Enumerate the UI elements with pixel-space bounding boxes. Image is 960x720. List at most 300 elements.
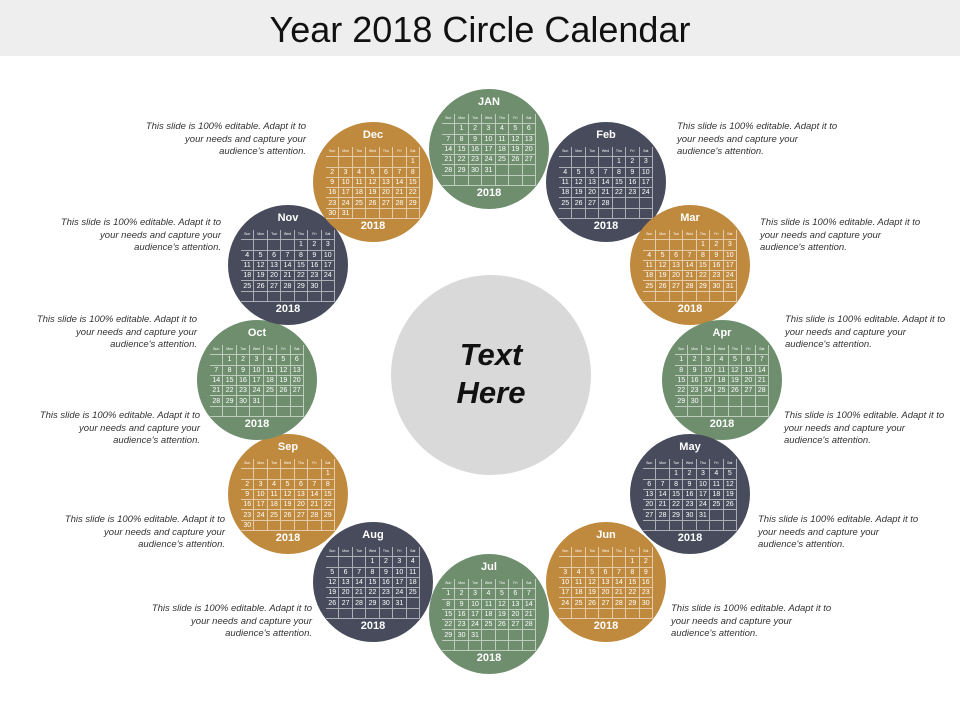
day-cell: 7 (523, 589, 536, 599)
month-name: JAN (477, 96, 500, 108)
day-cell: 22 (670, 500, 683, 510)
day-cell: 16 (237, 376, 250, 386)
day-cell: 5 (586, 568, 599, 578)
month-circle-jul (429, 554, 549, 674)
day-cell: 18 (353, 188, 366, 198)
day-cell: 6 (268, 251, 281, 261)
day-cell: 6 (599, 568, 612, 578)
weekday-header: Wed (683, 230, 696, 240)
day-cell: 29 (295, 281, 308, 291)
day-cell: 2 (688, 355, 701, 365)
day-cell: 14 (756, 366, 769, 376)
weekday-header: Mon (223, 345, 236, 355)
day-cell: 31 (724, 281, 737, 291)
day-cell: 10 (559, 578, 572, 588)
day-cell: 14 (442, 145, 455, 155)
empty-cell (509, 176, 522, 186)
empty-cell (656, 240, 669, 250)
weekday-header: Tue (469, 579, 482, 589)
day-cell: 5 (729, 355, 742, 365)
day-cell: 7 (683, 251, 696, 261)
day-cell: 28 (599, 198, 612, 208)
day-cell: 21 (353, 588, 366, 598)
day-cell: 23 (469, 155, 482, 165)
day-cell: 2 (710, 240, 723, 250)
empty-cell (442, 176, 455, 186)
day-cell: 22 (675, 386, 688, 396)
empty-cell (586, 557, 599, 567)
day-cell: 4 (710, 469, 723, 479)
empty-cell (295, 469, 308, 479)
weekday-header: Sat (291, 345, 304, 355)
day-cell: 8 (223, 366, 236, 376)
empty-cell (559, 609, 572, 619)
empty-cell (353, 209, 366, 219)
day-cell: 22 (697, 271, 710, 281)
empty-cell (469, 176, 482, 186)
day-cell: 24 (393, 588, 406, 598)
day-cell: 24 (469, 620, 482, 630)
day-cell: 27 (599, 598, 612, 608)
day-cell: 2 (455, 589, 468, 599)
day-cell: 20 (295, 500, 308, 510)
empty-cell (308, 521, 321, 531)
note-text: This slide is 100% editable. Adapt it to your needs and capture your audience's attention. (677, 121, 838, 157)
day-cell: 20 (380, 188, 393, 198)
day-cell: 25 (482, 620, 495, 630)
day-cell: 7 (613, 568, 626, 578)
day-cell: 9 (237, 366, 250, 376)
empty-cell (455, 641, 468, 651)
day-cell: 11 (268, 490, 281, 500)
day-cell: 15 (442, 610, 455, 620)
day-cell: 25 (264, 386, 277, 396)
day-cell: 28 (683, 281, 696, 291)
empty-cell (509, 165, 522, 175)
empty-cell (393, 209, 406, 219)
day-cell: 13 (380, 178, 393, 188)
day-cell: 27 (670, 281, 683, 291)
day-cell: 27 (643, 510, 656, 520)
day-cell: 12 (366, 178, 379, 188)
empty-cell (613, 198, 626, 208)
day-cell: 29 (322, 510, 335, 520)
day-cell: 11 (710, 480, 723, 490)
month-name: Oct (247, 327, 267, 339)
weekday-header: Tue (353, 147, 366, 157)
day-cell: 1 (295, 240, 308, 250)
day-cell: 26 (254, 281, 267, 291)
day-cell: 31 (482, 165, 495, 175)
weekday-header: Fri (393, 147, 406, 157)
day-cell: 12 (586, 578, 599, 588)
day-cell: 9 (710, 251, 723, 261)
day-cell: 30 (688, 396, 701, 406)
weekday-header: Mon (339, 147, 352, 157)
day-cell: 22 (613, 188, 626, 198)
day-cell: 2 (308, 240, 321, 250)
day-cell: 27 (380, 198, 393, 208)
day-cell: 6 (291, 355, 304, 365)
month-circle-jun (546, 522, 666, 642)
day-cell: 2 (640, 557, 653, 567)
month-grid (643, 230, 737, 302)
day-cell: 27 (742, 386, 755, 396)
day-cell: 8 (626, 568, 639, 578)
day-cell: 4 (715, 355, 728, 365)
weekday-header: Thu (496, 114, 509, 124)
day-cell: 20 (339, 588, 352, 598)
day-cell: 10 (254, 490, 267, 500)
empty-cell (277, 407, 290, 417)
day-cell: 10 (339, 178, 352, 188)
day-cell: 11 (482, 600, 495, 610)
day-cell: 21 (442, 155, 455, 165)
day-cell: 10 (640, 168, 653, 178)
weekday-header: Fri (742, 345, 755, 355)
month-year: 2018 (593, 220, 619, 232)
day-cell: 18 (559, 188, 572, 198)
day-cell: 31 (469, 630, 482, 640)
empty-cell (482, 630, 495, 640)
month-grid (442, 114, 536, 186)
empty-cell (523, 176, 536, 186)
day-cell: 8 (670, 480, 683, 490)
empty-cell (643, 240, 656, 250)
day-cell: 13 (586, 178, 599, 188)
day-cell: 20 (670, 271, 683, 281)
month-grid (241, 459, 335, 531)
empty-cell (455, 176, 468, 186)
day-cell: 24 (702, 386, 715, 396)
empty-cell (264, 396, 277, 406)
empty-cell (281, 240, 294, 250)
day-cell: 18 (572, 588, 585, 598)
day-cell: 15 (223, 376, 236, 386)
empty-cell (366, 157, 379, 167)
weekday-header: Thu (380, 147, 393, 157)
day-cell: 21 (599, 188, 612, 198)
day-cell: 17 (339, 188, 352, 198)
day-cell: 29 (223, 396, 236, 406)
day-cell: 8 (675, 366, 688, 376)
month-name: Nov (277, 212, 299, 224)
weekday-header: Sun (210, 345, 223, 355)
day-cell: 18 (643, 271, 656, 281)
day-cell: 29 (442, 630, 455, 640)
empty-cell (353, 609, 366, 619)
day-cell: 16 (683, 490, 696, 500)
day-cell: 23 (640, 588, 653, 598)
day-cell: 20 (643, 500, 656, 510)
weekday-header: Sat (322, 230, 335, 240)
empty-cell (339, 157, 352, 167)
day-cell: 10 (393, 568, 406, 578)
day-cell: 4 (407, 557, 420, 567)
day-cell: 13 (268, 261, 281, 271)
day-cell: 16 (380, 578, 393, 588)
day-cell: 12 (281, 490, 294, 500)
day-cell: 21 (393, 188, 406, 198)
day-cell: 19 (496, 610, 509, 620)
day-cell: 30 (683, 510, 696, 520)
weekday-header: Wed (366, 547, 379, 557)
day-cell: 7 (599, 168, 612, 178)
day-cell: 26 (724, 500, 737, 510)
day-cell: 12 (496, 600, 509, 610)
weekday-header: Wed (482, 579, 495, 589)
month-year: 2018 (275, 532, 301, 544)
month-circle-sep (228, 434, 348, 554)
day-cell: 5 (326, 568, 339, 578)
month-year: 2018 (476, 652, 502, 664)
day-cell: 21 (756, 376, 769, 386)
day-cell: 12 (509, 135, 522, 145)
day-cell: 9 (308, 251, 321, 261)
day-cell: 12 (729, 366, 742, 376)
empty-cell (559, 209, 572, 219)
empty-cell (250, 407, 263, 417)
day-cell: 22 (322, 500, 335, 510)
day-cell: 29 (697, 281, 710, 291)
day-cell: 19 (586, 588, 599, 598)
day-cell: 14 (281, 261, 294, 271)
day-cell: 20 (509, 610, 522, 620)
day-cell: 17 (640, 178, 653, 188)
day-cell: 11 (353, 178, 366, 188)
weekday-header: Sun (442, 579, 455, 589)
day-cell: 22 (366, 588, 379, 598)
day-cell: 7 (308, 480, 321, 490)
month-year: 2018 (593, 620, 619, 632)
empty-cell (697, 521, 710, 531)
day-cell: 24 (640, 188, 653, 198)
day-cell: 16 (308, 261, 321, 271)
day-cell: 8 (697, 251, 710, 261)
day-cell: 3 (469, 589, 482, 599)
day-cell: 17 (469, 610, 482, 620)
note-text: This slide is 100% editable. Adapt it to your needs and capture your audience's attention. (760, 217, 921, 253)
day-cell: 24 (339, 198, 352, 208)
empty-cell (683, 240, 696, 250)
empty-cell (702, 396, 715, 406)
day-cell: 6 (523, 124, 536, 134)
weekday-header: Sun (241, 230, 254, 240)
month-year: 2018 (677, 532, 703, 544)
day-cell: 11 (715, 366, 728, 376)
weekday-header: Thu (295, 459, 308, 469)
weekday-header: Sun (559, 547, 572, 557)
empty-cell (710, 521, 723, 531)
empty-cell (326, 157, 339, 167)
day-cell: 12 (656, 261, 669, 271)
day-cell: 17 (697, 490, 710, 500)
empty-cell (626, 198, 639, 208)
empty-cell (729, 396, 742, 406)
empty-cell (322, 521, 335, 531)
day-cell: 12 (724, 480, 737, 490)
day-cell: 26 (277, 386, 290, 396)
weekday-header: Sun (559, 147, 572, 157)
weekday-header: Tue (268, 230, 281, 240)
day-cell: 10 (724, 251, 737, 261)
month-grid (326, 147, 420, 219)
day-cell: 7 (281, 251, 294, 261)
day-cell: 14 (613, 578, 626, 588)
weekday-header: Tue (586, 547, 599, 557)
month-grid (643, 459, 737, 531)
day-cell: 6 (742, 355, 755, 365)
day-cell: 17 (559, 588, 572, 598)
empty-cell (268, 521, 281, 531)
day-cell: 1 (322, 469, 335, 479)
weekday-header: Fri (509, 114, 522, 124)
weekday-header: Mon (455, 579, 468, 589)
month-year: 2018 (677, 303, 703, 315)
empty-cell (640, 198, 653, 208)
day-cell: 4 (572, 568, 585, 578)
day-cell: 28 (523, 620, 536, 630)
day-cell: 28 (210, 396, 223, 406)
empty-cell (559, 557, 572, 567)
weekday-header: Wed (683, 459, 696, 469)
day-cell: 8 (442, 600, 455, 610)
note-text: This slide is 100% editable. Adapt it to your needs and capture your audience's attention. (39, 410, 200, 446)
empty-cell (572, 209, 585, 219)
empty-cell (254, 469, 267, 479)
day-cell: 6 (295, 480, 308, 490)
day-cell: 13 (599, 578, 612, 588)
day-cell: 16 (241, 500, 254, 510)
empty-cell (710, 292, 723, 302)
day-cell: 26 (496, 620, 509, 630)
day-cell: 26 (586, 598, 599, 608)
day-cell: 9 (380, 568, 393, 578)
day-cell: 21 (308, 500, 321, 510)
day-cell: 2 (380, 557, 393, 567)
empty-cell (643, 292, 656, 302)
day-cell: 23 (380, 588, 393, 598)
day-cell: 30 (326, 209, 339, 219)
day-cell: 3 (339, 168, 352, 178)
day-cell: 14 (210, 376, 223, 386)
note-text: This slide is 100% editable. Adapt it to your needs and capture your audience's attention. (151, 603, 312, 639)
weekday-header: Thu (613, 547, 626, 557)
empty-cell (640, 609, 653, 619)
weekday-header: Wed (482, 114, 495, 124)
weekday-header: Sat (640, 547, 653, 557)
month-grid (241, 230, 335, 302)
empty-cell (586, 157, 599, 167)
empty-cell (715, 407, 728, 417)
empty-cell (688, 407, 701, 417)
day-cell: 13 (295, 490, 308, 500)
day-cell: 30 (237, 396, 250, 406)
weekday-header: Wed (250, 345, 263, 355)
day-cell: 16 (326, 188, 339, 198)
weekday-header: Wed (281, 459, 294, 469)
empty-cell (281, 469, 294, 479)
empty-cell (729, 407, 742, 417)
empty-cell (710, 510, 723, 520)
day-cell: 25 (268, 510, 281, 520)
day-cell: 17 (322, 261, 335, 271)
day-cell: 24 (724, 271, 737, 281)
day-cell: 23 (683, 500, 696, 510)
weekday-header: Thu (697, 230, 710, 240)
day-cell: 9 (640, 568, 653, 578)
day-cell: 15 (322, 490, 335, 500)
weekday-header: Mon (656, 230, 669, 240)
empty-cell (241, 240, 254, 250)
day-cell: 25 (710, 500, 723, 510)
empty-cell (339, 557, 352, 567)
day-cell: 25 (496, 155, 509, 165)
day-cell: 10 (469, 600, 482, 610)
day-cell: 23 (237, 386, 250, 396)
day-cell: 15 (295, 261, 308, 271)
day-cell: 1 (697, 240, 710, 250)
day-cell: 5 (281, 480, 294, 490)
day-cell: 18 (407, 578, 420, 588)
day-cell: 4 (264, 355, 277, 365)
weekday-header: Fri (393, 547, 406, 557)
day-cell: 3 (697, 469, 710, 479)
weekday-header: Mon (339, 547, 352, 557)
empty-cell (237, 407, 250, 417)
day-cell: 27 (295, 510, 308, 520)
empty-cell (523, 630, 536, 640)
day-cell: 21 (523, 610, 536, 620)
day-cell: 14 (393, 178, 406, 188)
empty-cell (670, 240, 683, 250)
day-cell: 31 (339, 209, 352, 219)
empty-cell (254, 240, 267, 250)
weekday-header: Sun (675, 345, 688, 355)
day-cell: 7 (442, 135, 455, 145)
day-cell: 5 (656, 251, 669, 261)
day-cell: 8 (613, 168, 626, 178)
day-cell: 3 (702, 355, 715, 365)
day-cell: 27 (291, 386, 304, 396)
month-name: Mar (680, 212, 700, 224)
month-year: 2018 (360, 220, 386, 232)
empty-cell (496, 176, 509, 186)
weekday-header: Thu (496, 579, 509, 589)
day-cell: 12 (277, 366, 290, 376)
day-cell: 18 (241, 271, 254, 281)
day-cell: 9 (688, 366, 701, 376)
day-cell: 2 (626, 157, 639, 167)
empty-cell (268, 469, 281, 479)
day-cell: 26 (572, 198, 585, 208)
day-cell: 19 (729, 376, 742, 386)
month-name: May (679, 441, 701, 453)
day-cell: 28 (442, 165, 455, 175)
day-cell: 12 (326, 578, 339, 588)
day-cell: 18 (710, 490, 723, 500)
day-cell: 26 (326, 598, 339, 608)
empty-cell (702, 407, 715, 417)
day-cell: 27 (586, 198, 599, 208)
note-text: This slide is 100% editable. Adapt it to your needs and capture your audience's attention. (60, 217, 221, 253)
month-grid (675, 345, 769, 417)
empty-cell (366, 209, 379, 219)
note-text: This slide is 100% editable. Adapt it to your needs and capture your audience's attention. (36, 314, 197, 350)
day-cell: 29 (366, 598, 379, 608)
weekday-header: Sat (322, 459, 335, 469)
day-cell: 8 (322, 480, 335, 490)
